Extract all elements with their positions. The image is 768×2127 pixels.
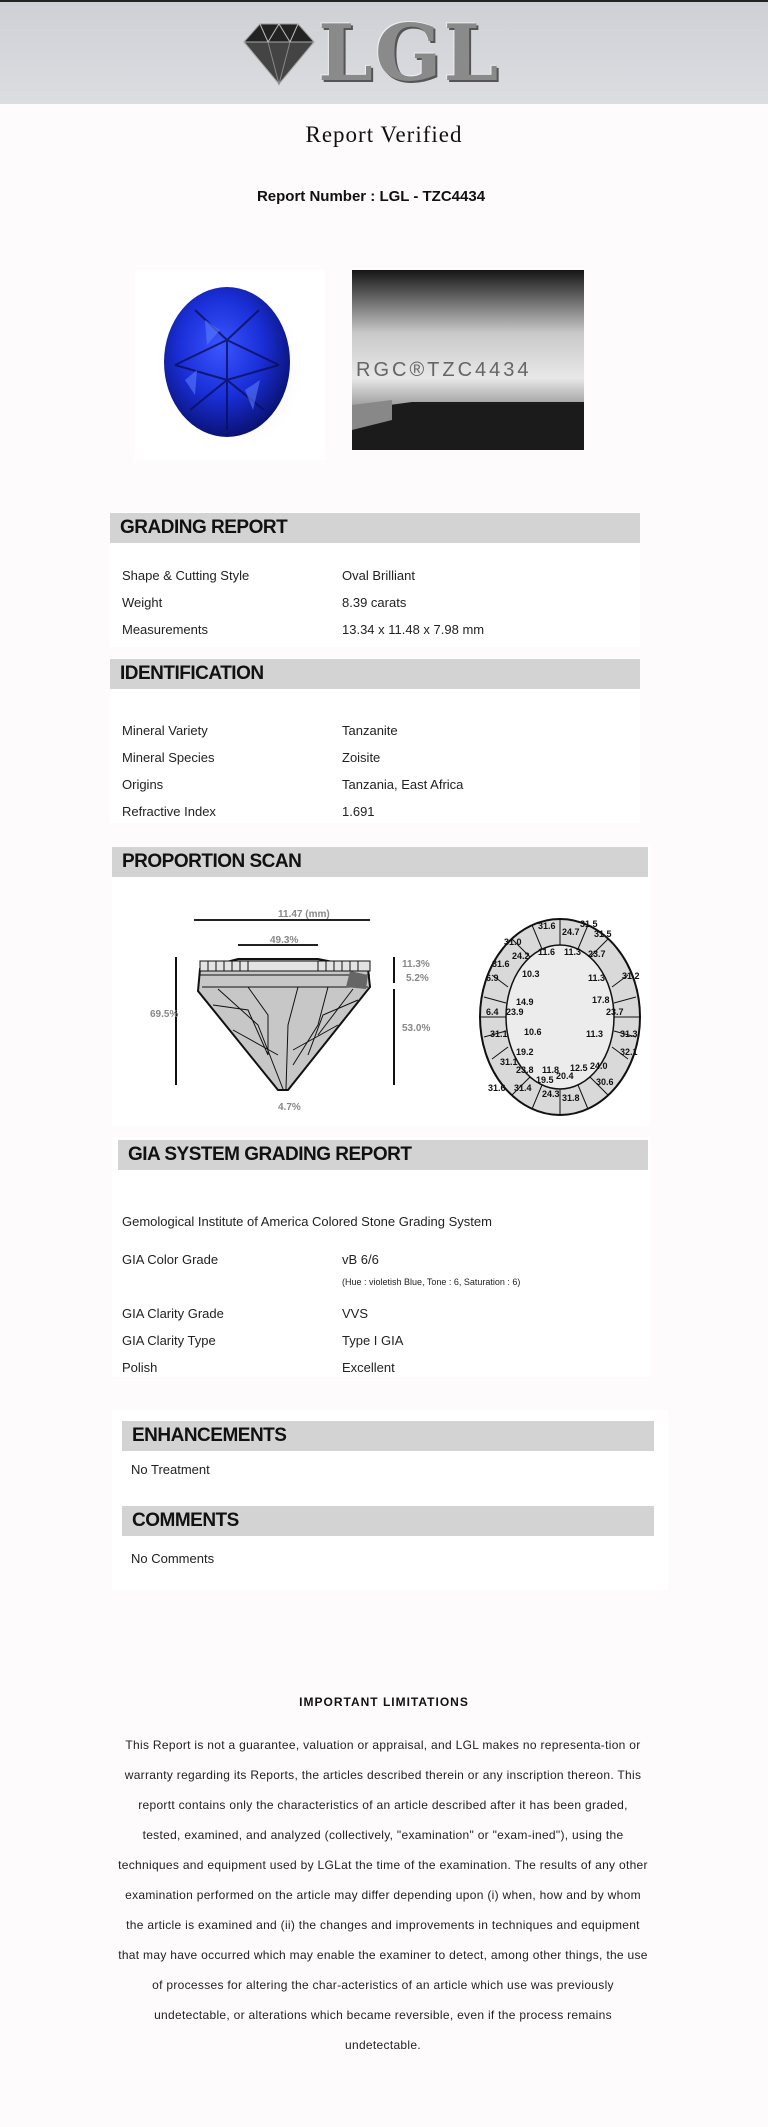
comments-text: No Comments (131, 1551, 215, 1566)
facet-number: 24.3 (542, 1089, 560, 1099)
facet-number: 20.4 (556, 1071, 574, 1081)
gia-color-label: GIA Color Grade (122, 1252, 219, 1267)
facet-number: 23.7 (606, 1007, 624, 1017)
facet-number: 23.7 (588, 949, 606, 959)
gia-clarity-type-label: GIA Clarity Type (122, 1333, 216, 1348)
facet-number: 19.2 (516, 1047, 534, 1057)
proportion-heading: PROPORTION SCAN (112, 847, 648, 877)
gia-clarity-label: GIA Clarity Grade (122, 1306, 224, 1321)
logo-text: LGL (318, 8, 501, 99)
facet-number: 17.8 (592, 995, 610, 1005)
crown-height-label: 11.3% (402, 959, 430, 970)
gia-clarity-value: VVS (342, 1306, 369, 1321)
ident-value-variety: Tanzanite (342, 723, 398, 738)
facet-number: 11.8 (542, 1065, 560, 1075)
facet-number: 11.3 (564, 947, 582, 957)
facet-number: 19.5 (536, 1075, 554, 1085)
ident-label-species: Mineral Species (122, 750, 215, 765)
facet-number: 23.8 (516, 1065, 534, 1075)
facet-number: 10.3 (522, 969, 540, 979)
facet-number: 31.1 (490, 1029, 508, 1039)
gia-polish-value: Excellent (342, 1360, 395, 1375)
ident-value-refractive-index: 1.691 (342, 804, 375, 819)
facet-number: 12.5 (570, 1063, 588, 1073)
pavilion-depth-label: 53.0% (402, 1023, 431, 1034)
facet-number: 31.0 (504, 937, 522, 947)
facet-number: 31.5 (580, 919, 598, 929)
facet-number: 11.3 (586, 1029, 604, 1039)
gia-polish-label: Polish (122, 1360, 158, 1375)
facet-number: 24.2 (512, 951, 530, 961)
grading-value-shape: Oval Brilliant (342, 568, 415, 583)
enhancements-text: No Treatment (131, 1462, 210, 1477)
facet-map-diagram (472, 905, 644, 1119)
facet-number: 23.9 (506, 1007, 524, 1017)
facet-number: 31.6 (492, 959, 510, 969)
limitations-text: This Report is not a guarantee, valuation or appraisal, and LGL makes no representa-tion or warranty regarding its Reports, the articles described therein or any inscription thereon. This reportt contains only the characteristics of an article described after it has been graded, tested, examined, and analyzed (collectively, "examination" or "exam-ined"), using the techniques and equipment used by LGLat the time of the examination. The results of any other examination performed on the article may differ depending upon (i) when, how and by whom the article is examined and (ii) the changes and improvements in techniques and equipment that may have occurred which may enable the examiner to detect, among other things, the use of processes for altering the char-acteristics of an article which use was previously undetectable, or alterations which became reversible, even if the process remains undetectable. (118, 1738, 648, 2052)
facet-number: 24.7 (562, 927, 580, 937)
facet-number: 11.6 (538, 947, 556, 957)
facet-number: 31.6 (488, 1083, 506, 1093)
facet-number: 31.4 (514, 1083, 532, 1093)
grading-label-shape: Shape & Cutting Style (122, 568, 250, 583)
gia-clarity-type-value: Type I GIA (342, 1333, 404, 1348)
grading-label-weight: Weight (122, 595, 163, 610)
ident-label-origins: Origins (122, 777, 164, 792)
inscription-text: RGC®TZC4434 (356, 359, 532, 381)
diamond-icon (234, 18, 324, 88)
ident-label-refractive-index: Refractive Index (122, 804, 216, 819)
facet-number: 24.0 (590, 1061, 608, 1071)
gem-photo (135, 270, 325, 460)
gia-color-note: (Hue : violetish Blue, Tone : 6, Saturation : 6) (342, 1277, 521, 1287)
facet-number: 30.6 (596, 1077, 614, 1087)
facet-number: 32.1 (620, 1047, 638, 1057)
facet-number: 31.5 (594, 929, 612, 939)
limitations-title: IMPORTANT LIMITATIONS (299, 1695, 469, 1709)
page-title: Report Verified (305, 122, 463, 147)
ident-value-origins: Tanzania, East Africa (342, 777, 464, 792)
table-pct-label: 49.3% (270, 935, 299, 946)
culet-label: 4.7% (278, 1102, 301, 1113)
facet-number: 31.6 (538, 921, 556, 931)
grading-label-measurements: Measurements (122, 622, 208, 637)
girdle-label: 5.2% (406, 973, 429, 984)
inscription-photo (352, 270, 584, 450)
grading-heading: GRADING REPORT (110, 513, 640, 543)
enhancements-heading: ENHANCEMENTS (122, 1421, 654, 1451)
facet-number: 6.4 (486, 1007, 499, 1017)
gia-system-text: Gemological Institute of America Colored Stone Grading System (122, 1214, 492, 1229)
lgl-logo[interactable] (230, 8, 501, 99)
facet-number: 11.3 (588, 973, 606, 983)
facet-number: 14.9 (516, 997, 534, 1007)
facet-number: 10.6 (524, 1027, 542, 1037)
gia-heading: GIA SYSTEM GRADING REPORT (118, 1140, 648, 1170)
gia-color-value: vB 6/6 (342, 1252, 379, 1267)
ident-value-species: Zoisite (342, 750, 381, 765)
identification-heading: IDENTIFICATION (110, 659, 640, 689)
grading-value-measurements: 13.34 x 11.48 x 7.98 mm (342, 622, 485, 637)
facet-number: 6.9 (486, 973, 499, 983)
total-depth-label: 69.5% (150, 1009, 179, 1020)
grading-value-weight: 8.39 carats (342, 595, 407, 610)
facet-number: 31.3 (620, 1029, 638, 1039)
ident-label-variety: Mineral Variety (122, 723, 208, 738)
report-number: Report Number : LGL - TZC4434 (256, 188, 486, 205)
comments-heading: COMMENTS (122, 1506, 654, 1536)
facet-number: 31.8 (562, 1093, 580, 1103)
facet-number: 31.1 (500, 1057, 518, 1067)
side-profile-diagram (118, 905, 450, 1119)
width-label: 11.47 (mm) (278, 909, 330, 920)
facet-number: 31.2 (622, 971, 640, 981)
